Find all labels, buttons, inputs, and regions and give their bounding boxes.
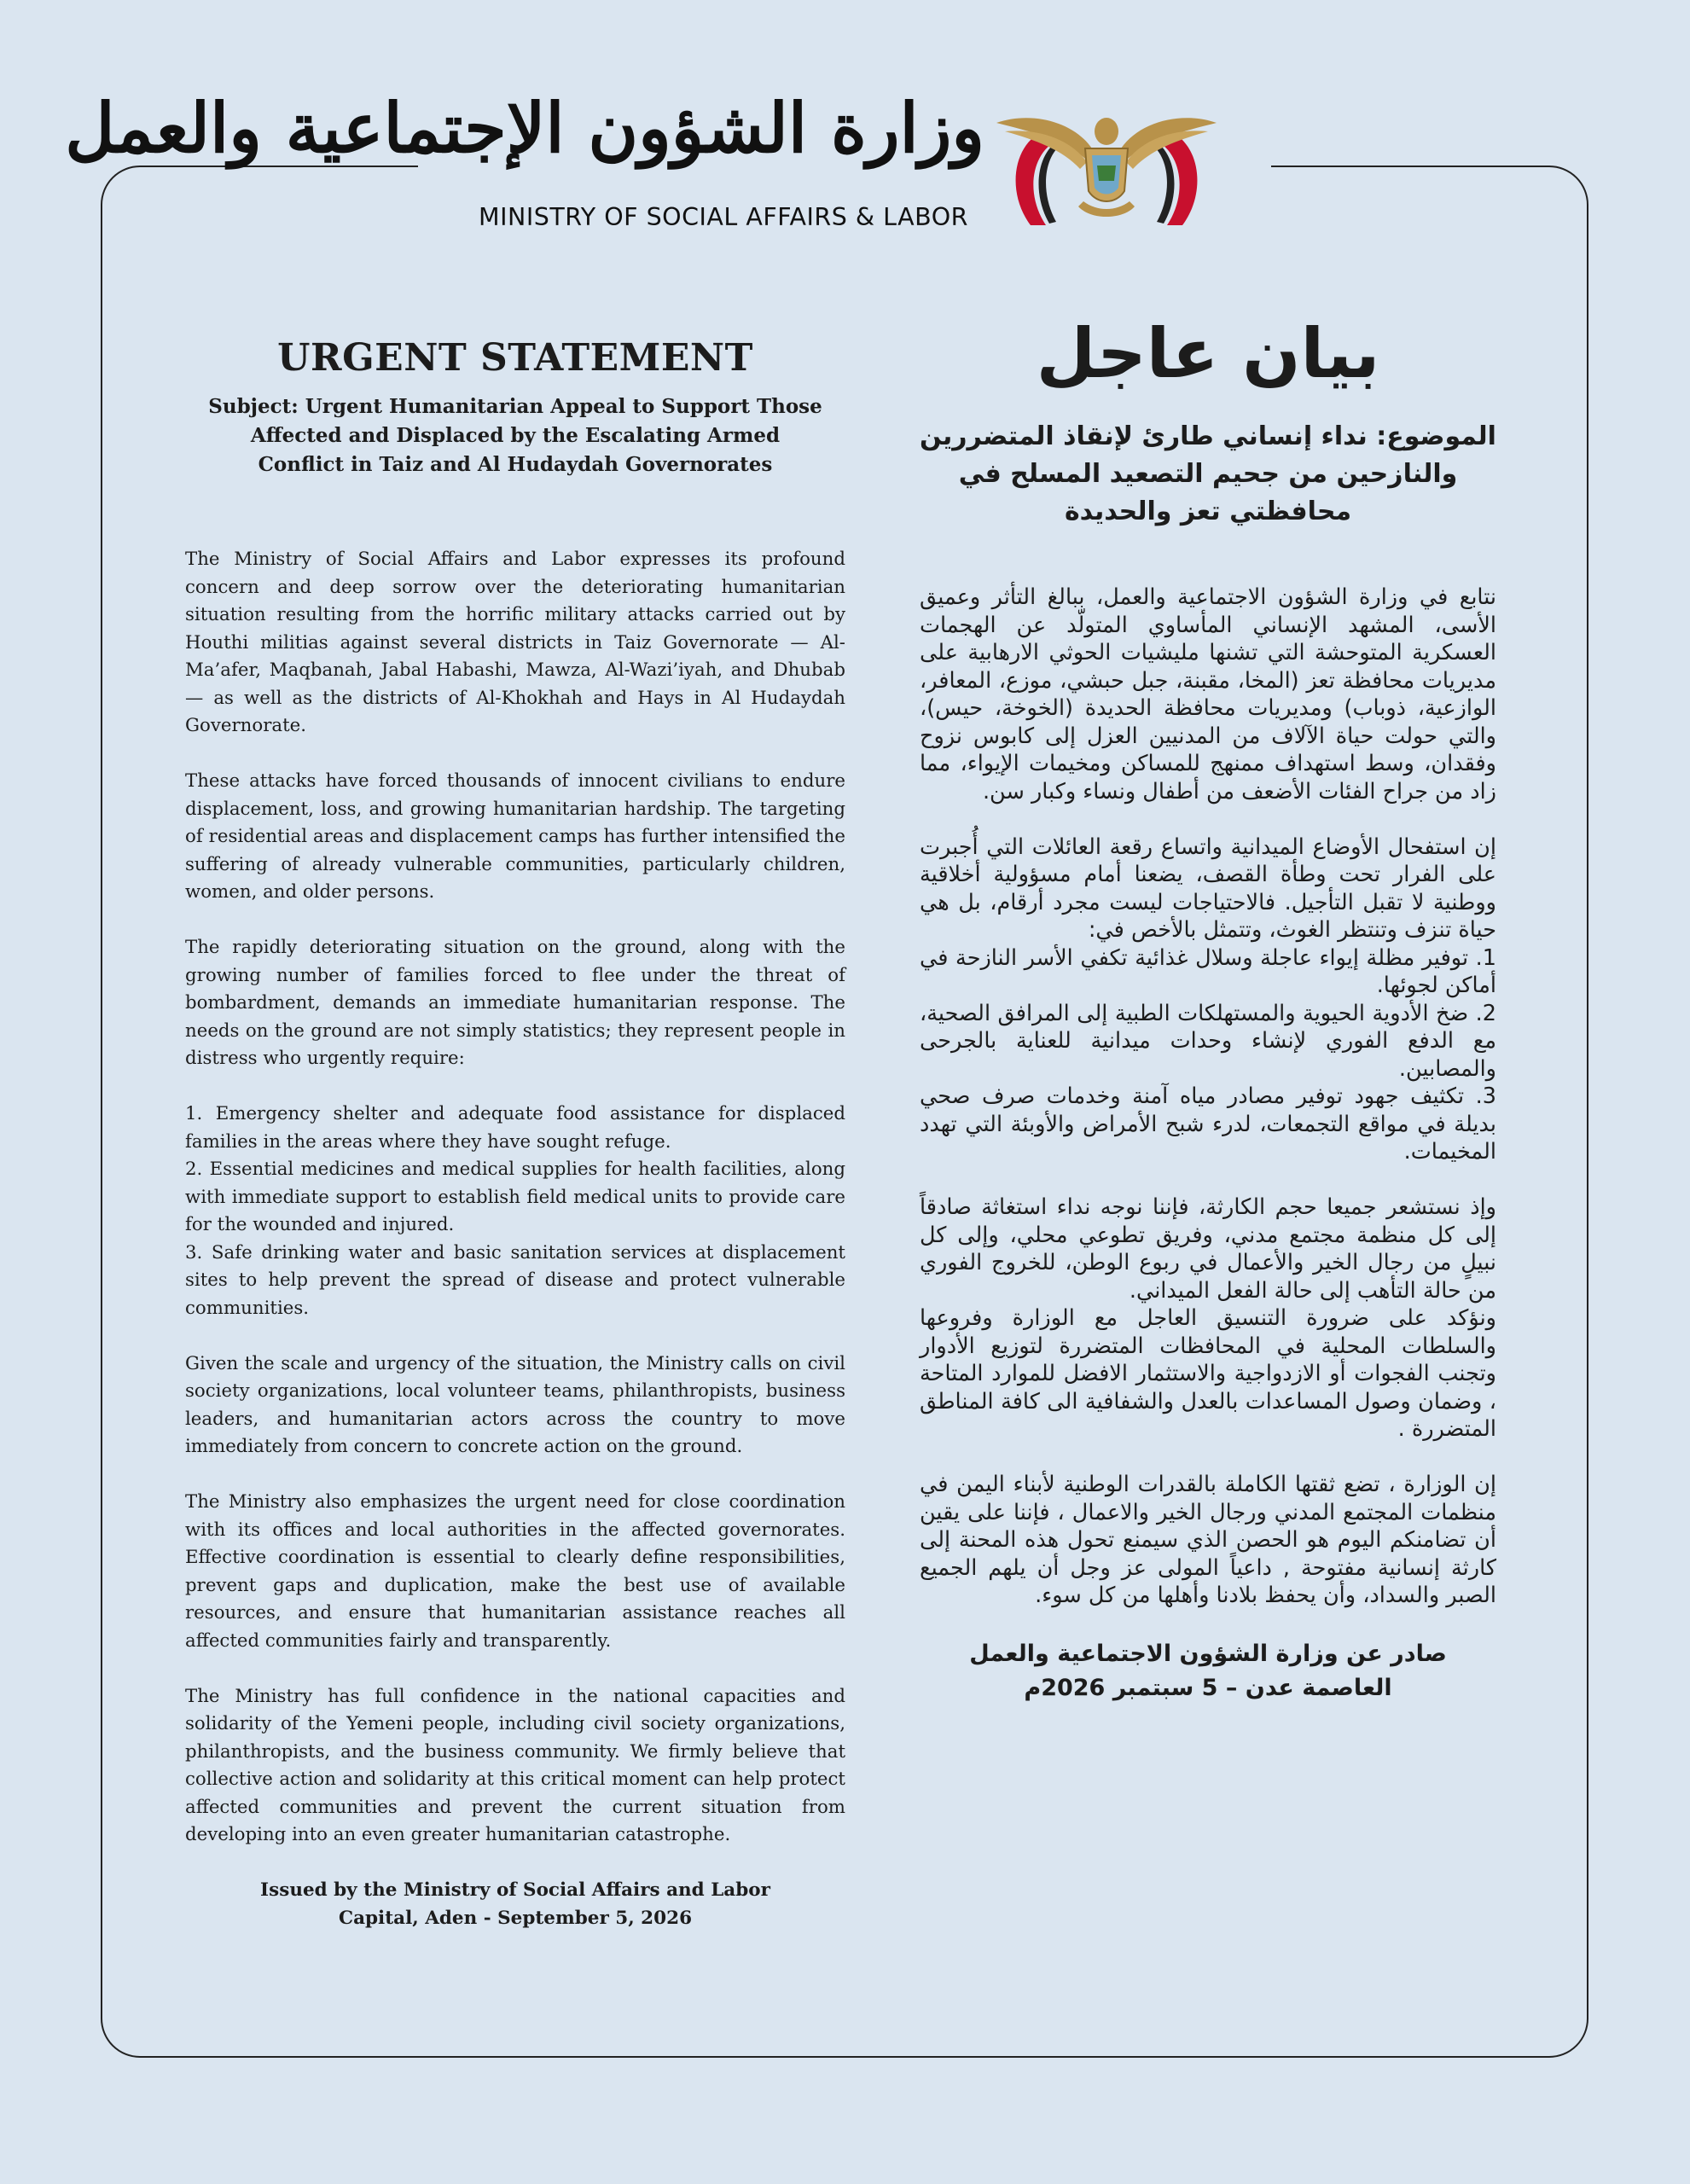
arabic-needs-list	[920, 944, 1496, 1166]
issued-date-line: العاصمة عدن – 5 سبتمبر 2026م	[1024, 1675, 1392, 1701]
ministry-name-arabic: وزارة الشؤون الإجتماعية والعمل	[65, 88, 984, 168]
english-paragraph: The Ministry has full confidence in the national capacities and solidarity of the Yemeni people, including civil society organizations, philanthropists, and the business community. We firmly believe that collective action and solidarity at this critical moment can help protect affected communities and prevent the current situation from developing into an even greater humanitarian catastrophe.	[185, 1685, 845, 1845]
list-item: 1. توفير مظلة إيواء عاجلة وسلال غذائية تكفي الأسر النازحة في أماكن لجوئها.	[920, 944, 1496, 998]
list-item: 2. Essential medicines and medical supplies for health facilities, along with immediate support to establish field medical units to provide care for the wounded and injured.	[185, 1159, 845, 1235]
issued-by-line: صادر عن وزارة الشؤون الاجتماعية والعمل	[969, 1641, 1447, 1667]
english-paragraph: The Ministry of Social Affairs and Labor expresses its profound concern and deep sorrow over the deteriorating humanitarian situation resulting from the horrific military attacks carried out by Houthi militias against several districts in Taiz Governorate — Al-Ma’afer, Maqbanah, Jabal Habashi, Mawza, Al-Wazi’iyah, and Dhubab — as well as the districts of Al-Khokhah and Hays in Al Hudaydah Governorate.	[185, 549, 845, 736]
english-body	[185, 546, 845, 1850]
list-item: 3. تكثيف جهود توفير مصادر مياه آمنة وخدمات صرف صحي بديلة في مواقع التجمعات، لدرء شبح الأمراض والأوبئة التي تهدد المخيمات.	[920, 1083, 1496, 1165]
english-title: URGENT STATEMENT	[277, 336, 753, 380]
list-item: 2. ضخ الأدوية الحيوية والمستهلكات الطبية إلى المرافق الصحية، مع الدفع الفوري لإنشاء وحدات ميدانية للعناية بالجرحى والمصابين.	[920, 1000, 1496, 1082]
arabic-paragraph: إن الوزارة ، تضع ثقتها الكاملة بالقدرات الوطنية لأبناء اليمن في منظمات المجتمع المدني ورجال الخير والاعمال ، فإننا على يقين أن تضامنكم اليوم هو الحصن الذي سيمنع تحول هذه المحنة إلى كارثة إنسانية مفتوحة , داعياً المولى عز وجل أن يلهم الجميع الصبر والسداد، وأن يحفظ بلادنا وأهلها من كل سوء.	[920, 1472, 1496, 1608]
english-paragraph: The Ministry also emphasizes the urgent need for close coordination with its offices and local authorities in the affected governorates. Effective coordination is essential to clearly define responsibilities, prevent gaps and duplication, make the best use of available resources, and ensure that humanitarian assistance reaches all affected communities fairly and transparently.	[185, 1491, 845, 1652]
arabic-paragraph: نتابع في وزارة الشؤون الاجتماعية والعمل، ببالغ التأثر وعميق الأسى، المشهد الإنساني المأساوي المتولّد عن الهجمات العسكرية المتوحشة التي تشنها مليشيات الحوثي الارهابية على مديريات محافظة تعز (المخا، مقبنة، جبل حبشي، موزع، المعافر، الوازعية، ذوباب) ومديريات محافظة الحديدة (الخوخة، حيس)، والتي حولت حياة الآلاف من المدنيين العزل إلى كابوس نزوح وفقدان، وسط استهداف ممنهج للمساكن ومخيمات الإيواء، مما زاد من جراح الفئات الأضعف من أطفال ونساء وكبار سن.	[920, 584, 1496, 804]
arabic-paragraph: وإذ نستشعر جميعا حجم الكارثة، فإننا نوجه نداء استغاثة صادقاً إلى كل منظمة مجتمع مدني، وفريق تطوعي محلي، وإلى كل نبيلٍ من رجال الخير والأعمال في ربوع الوطن، للخروج الفوري من حالة التأهب إلى حالة الفعل الميداني.	[920, 1194, 1496, 1304]
english-paragraph: These attacks have forced thousands of innocent civilians to endure displacement, loss, and growing humanitarian hardship. The targeting of residential areas and displacement camps has further intensified the suffering of already vulnerable communities, particularly children, women, and older persons.	[185, 770, 845, 903]
arabic-paragraph: إن استفحال الأوضاع الميدانية واتساع رقعة العائلات التي أُجبرت على الفرار تحت وطأة القصف، يضعنا أمام مسؤولية أخلاقية ووطنية لا تقبل التأجيل. فالاحتياجات ليست مجرد أرقام، بل هي حياة تنزف وتنتظر الغوث، وتتمثل بالأخص في:	[920, 834, 1496, 943]
list-item: 3. Safe drinking water and basic sanitation services at displacement sites to help prevent the spread of disease and protect vulnerable communities.	[185, 1241, 845, 1319]
arabic-subject: الموضوع: نداء إنساني طارئ لإنقاذ المتضررين والنازحين من جحيم التصعيد المسلح في محافظتي تعز والحديدة	[920, 421, 1496, 526]
issued-by-line: Issued by the Ministry of Social Affairs and Labor	[260, 1879, 770, 1901]
english-paragraph: Given the scale and urgency of the situation, the Ministry calls on civil society organizations, local volunteer teams, philanthropists, business leaders, and humanitarian actors across the country to move immediately from concern to concrete action on the ground.	[185, 1352, 845, 1457]
english-subject: Subject: Urgent Humanitarian Appeal to Support Those Affected and Displaced by the Escalating Armed Conflict in Taiz and Al Hudaydah Governorates	[208, 395, 822, 476]
arabic-body	[920, 584, 1496, 1610]
english-paragraph: The rapidly deteriorating situation on the ground, along with the growing number of families forced to flee under the threat of bombardment, demands an immediate humanitarian response. The needs on the ground are not simply statistics; they represent people in distress who urgently require:	[185, 937, 845, 1069]
yemen-eagle-emblem-icon	[996, 106, 1217, 234]
arabic-title: بيان عاجل	[1036, 314, 1380, 393]
arabic-issued-by	[920, 1637, 1496, 1705]
issued-date-line: Capital, Aden - September 5, 2026	[338, 1907, 693, 1929]
english-issued-by	[185, 1877, 845, 1932]
ministry-name-english: MINISTRY OF SOCIAL AFFAIRS & LABOR	[479, 203, 968, 231]
english-needs-list	[185, 1101, 845, 1322]
arabic-paragraph: ونؤكد على ضرورة التنسيق العاجل مع الوزارة وفروعها والسلطات المحلية في المحافظات المتضررة لتوزيع الأدوار وتجنب الفجوات أو الازدواجية والاستثمار الافضل للموارد المتاحة ، وضمان وصول المساعدات بالعدل والشفافية الى كافة المناطق المتضررة .	[920, 1305, 1496, 1442]
arabic-column	[920, 307, 1496, 1705]
list-item: 1. Emergency shelter and adequate food assistance for displaced families in the areas where they have sought refuge.	[185, 1103, 845, 1153]
english-column	[185, 324, 845, 1932]
